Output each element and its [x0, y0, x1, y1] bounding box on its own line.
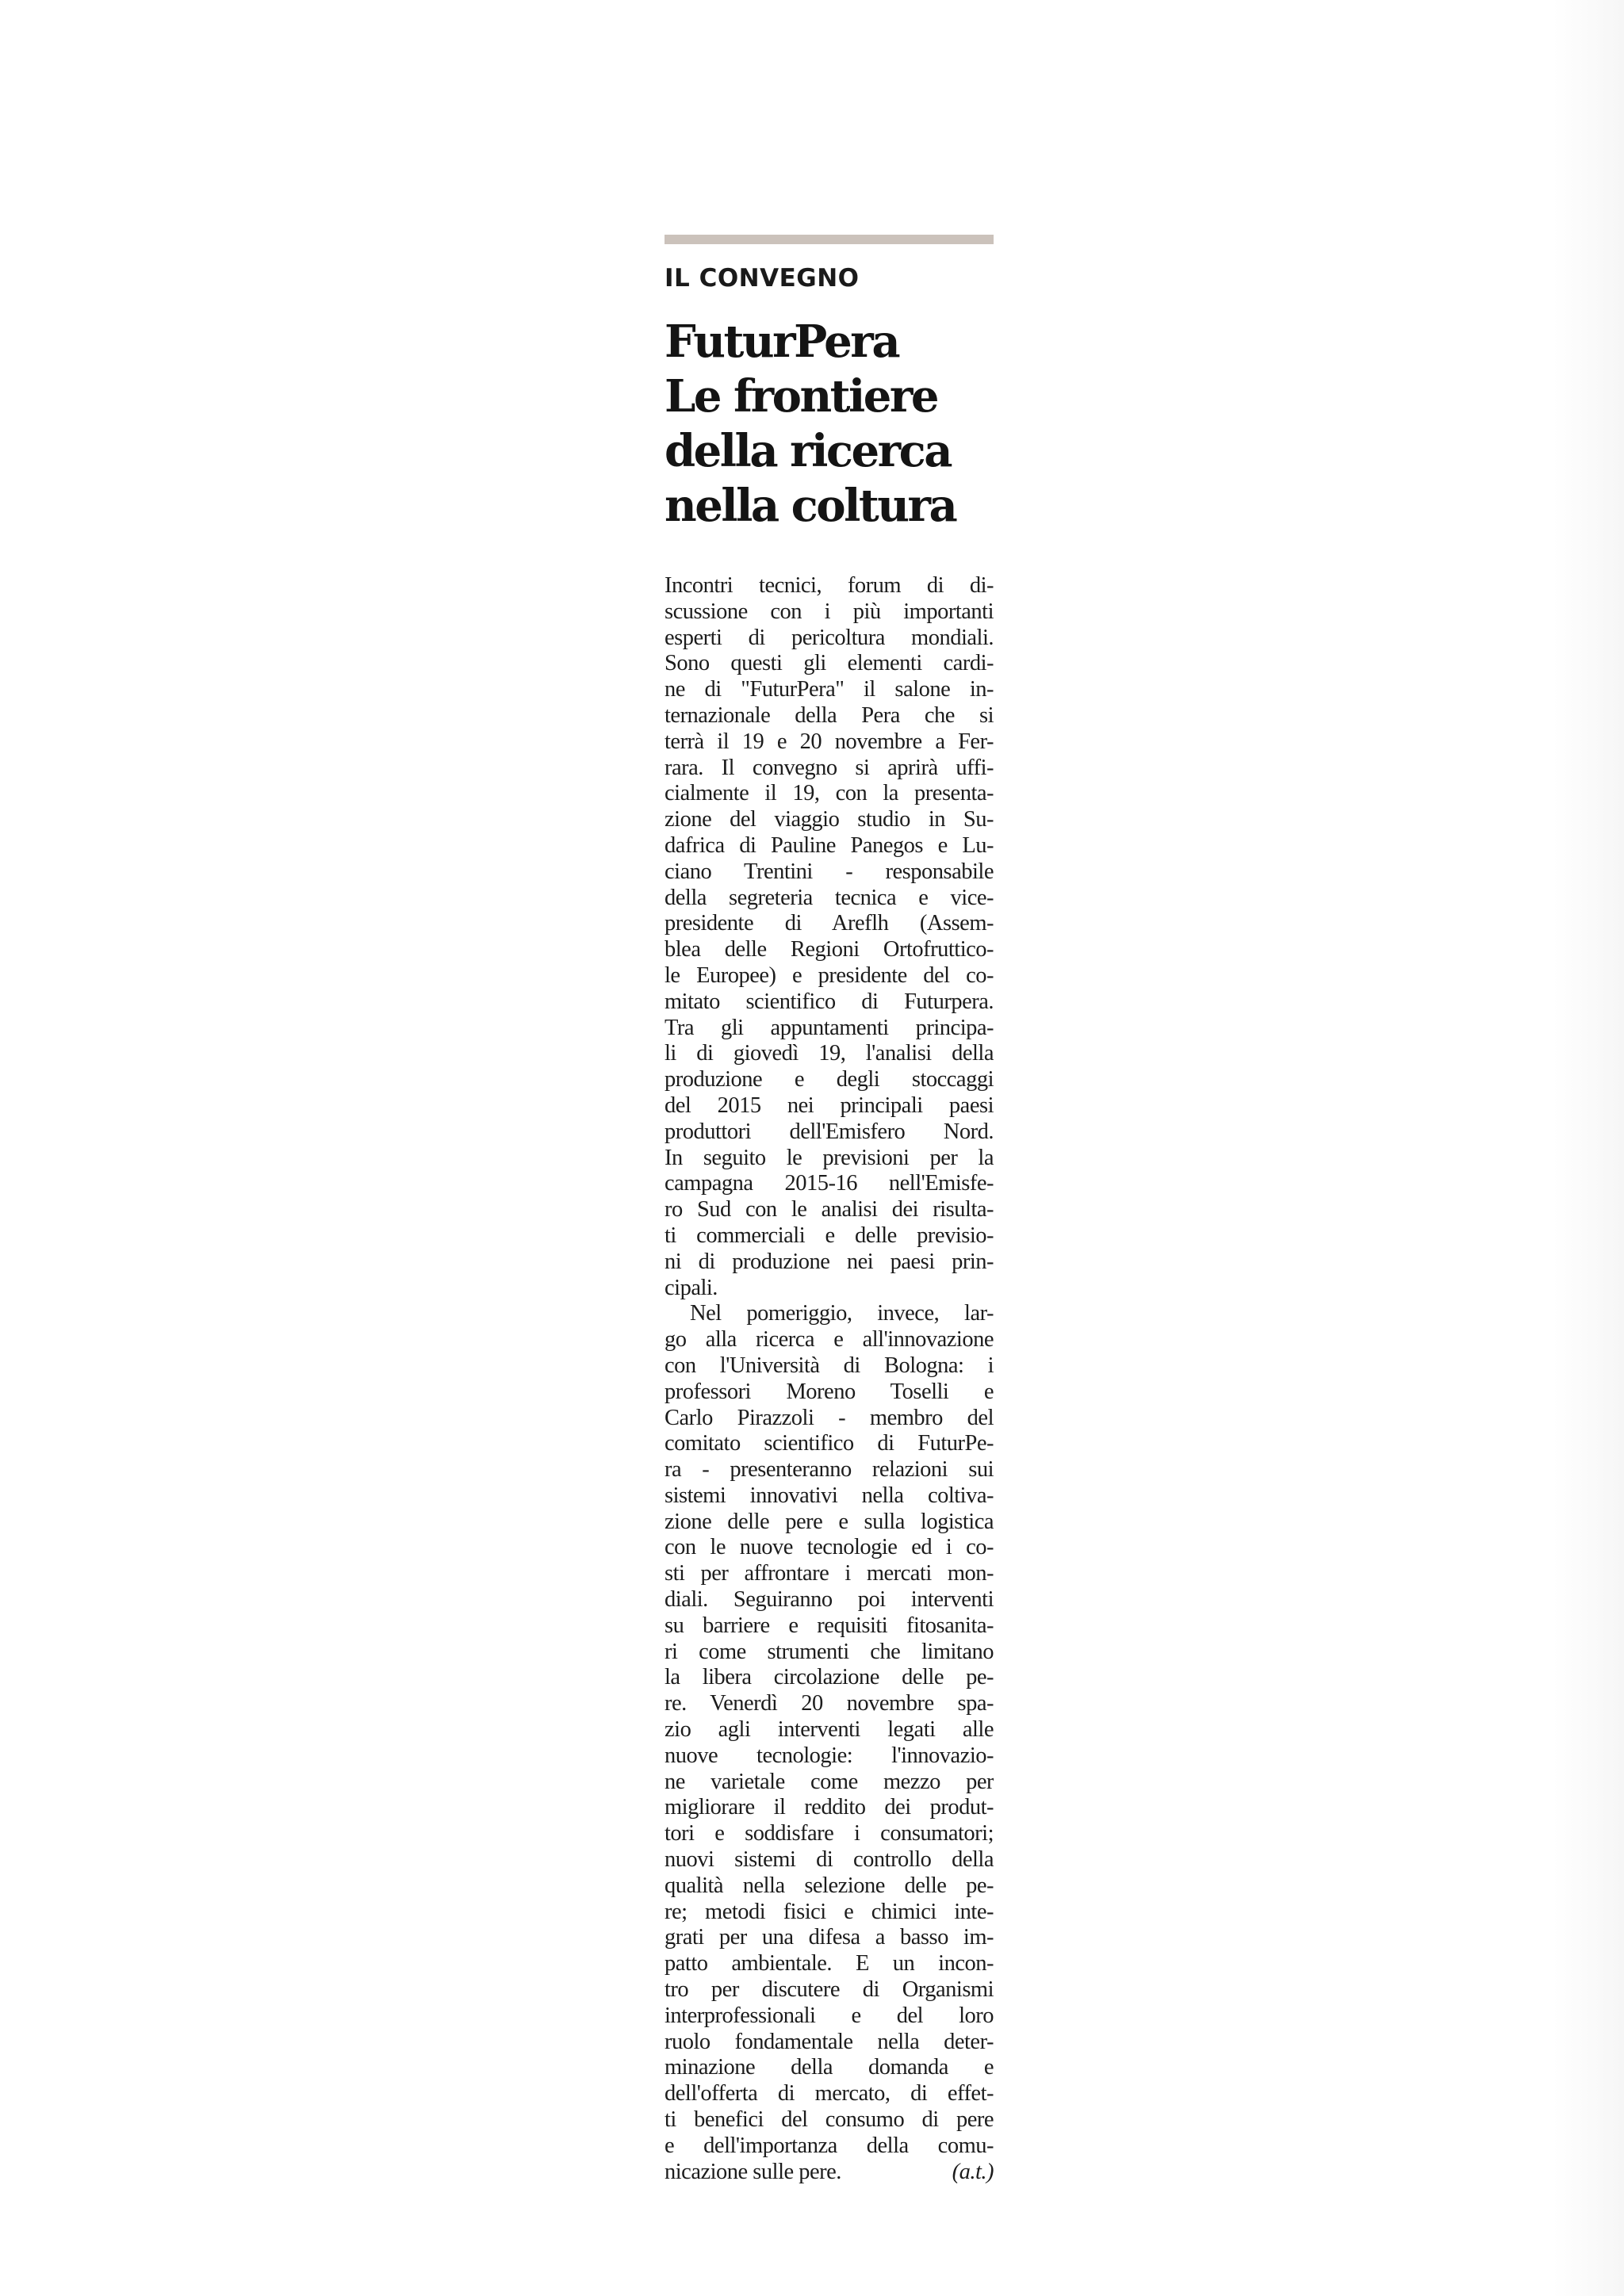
body-text-line: campagna 2015-16 nell'Emisfe-	[665, 1171, 994, 1196]
body-text-line: zione delle pere e sulla logistica	[665, 1509, 994, 1534]
paragraph-2	[665, 1301, 994, 2159]
body-text-line: le Europee) e presidente del co-	[665, 962, 994, 988]
body-text-line: tro per discutere di Organismi	[665, 1977, 994, 2003]
headline-line: della ricerca	[665, 425, 952, 477]
closing-text: nicazione sulle pere.	[665, 2159, 841, 2184]
body-text-line: tori e soddisfare i consumatori;	[665, 1821, 994, 1846]
body-text-line: go alla ricerca e all'innovazione	[665, 1327, 994, 1353]
body-text-line: rara. Il convegno si aprirà uffi-	[665, 755, 994, 780]
body-text-line: ti commerciali e delle previsio-	[665, 1223, 994, 1248]
body-text-line: grati per una difesa a basso im-	[665, 1925, 994, 1950]
body-text-line: scussione con i più importanti	[665, 599, 994, 624]
body-text-line: comitato scientifico di FuturPe-	[665, 1431, 994, 1456]
body-text-line: la libera circolazione delle pe-	[665, 1665, 994, 1690]
body-text-line: interprofessionali e del loro	[665, 2003, 994, 2028]
body-text-line: esperti di pericoltura mondiali.	[665, 625, 994, 650]
article-headline	[665, 315, 994, 534]
body-text-line: Carlo Pirazzoli - membro del	[665, 1405, 994, 1430]
body-text-line: patto ambientale. E un incon-	[665, 1951, 994, 1976]
body-text-line: zione del viaggio studio in Su-	[665, 807, 994, 832]
body-text-line: Incontri tecnici, forum di di-	[665, 573, 994, 598]
article	[665, 235, 994, 2185]
body-text-line: ni di produzione nei paesi prin-	[665, 1249, 994, 1274]
body-text-line: su barriere e requisiti fitosanita-	[665, 1613, 994, 1638]
body-text-line: ro Sud con le analisi dei risulta-	[665, 1197, 994, 1223]
body-text-line: qualità nella selezione delle pe-	[665, 1873, 994, 1898]
article-kicker: IL CONVEGNO	[665, 264, 860, 293]
body-text-line: li di giovedì 19, l'analisi della	[665, 1041, 994, 1066]
body-text-line: ne di "FuturPera" il salone in-	[665, 677, 994, 702]
body-text-line: Tra gli appuntamenti principa-	[665, 1015, 994, 1040]
body-text-line: terrà il 19 e 20 novembre a Fer-	[665, 729, 994, 754]
body-text-line: In seguito le previsioni per la	[665, 1145, 994, 1170]
body-text-line: cialmente il 19, con la presenta-	[665, 781, 994, 806]
paragraph-1	[665, 573, 994, 1301]
body-text-line: della segreteria tecnica e vice-	[665, 885, 994, 910]
body-text-line: dell'offerta di mercato, di effet-	[665, 2081, 994, 2107]
body-text-line: ternazionale della Pera che si	[665, 702, 994, 728]
article-body	[665, 573, 994, 2185]
body-text-line: mitato scientifico di Futurpera.	[665, 989, 994, 1014]
page-edge-shadow	[1553, 0, 1624, 2296]
body-text-line: zio agli interventi legati alle	[665, 1717, 994, 1743]
body-text-line: ri come strumenti che limitano	[665, 1639, 994, 1664]
body-text-line: migliorare il reddito dei produt-	[665, 1795, 994, 1820]
body-text-line: sistemi innovativi nella coltiva-	[665, 1483, 994, 1508]
body-text-line: diali. Seguiranno poi interventi	[665, 1587, 994, 1613]
body-text-line: ciano Trentini - responsabile	[665, 859, 994, 884]
headline-line: Le frontiere	[665, 370, 938, 423]
body-text-line: nuovi sistemi di controllo della	[665, 1847, 994, 1873]
body-text-line: cipali.	[665, 1275, 718, 1300]
body-text-line: produttori dell'Emisfero Nord.	[665, 1119, 994, 1144]
body-text-line: produzione e degli stoccaggi	[665, 1067, 994, 1093]
body-text-line: blea delle Regioni Ortofruttico-	[665, 937, 994, 962]
closing-line	[665, 2160, 994, 2186]
body-text-line: e dell'importanza della comu-	[665, 2133, 994, 2158]
author-signature: (a.t.)	[952, 2159, 994, 2184]
body-text-line: nuove tecnologie: l'innovazio-	[665, 1743, 994, 1768]
body-text-line: con le nuove tecnologie ed i co-	[665, 1535, 994, 1560]
body-text-line: con l'Università di Bologna: i	[665, 1353, 994, 1378]
body-text-line: ruolo fondamentale nella deter-	[665, 2029, 994, 2054]
body-text-line: dafrica di Pauline Panegos e Lu-	[665, 832, 994, 858]
headline-line: FuturPera	[665, 316, 899, 368]
body-text-line: Sono questi gli elementi cardi-	[665, 651, 994, 676]
section-rule	[665, 235, 994, 244]
body-text-line: professori Moreno Toselli e	[665, 1379, 994, 1404]
body-text-line: re; metodi fisici e chimici inte-	[665, 1899, 994, 1924]
headline-line: nella coltura	[665, 480, 956, 532]
body-text-line: presidente di Areflh (Assem-	[665, 911, 994, 936]
body-text-line: re. Venerdì 20 novembre spa-	[665, 1691, 994, 1716]
body-text-line: minazione della domanda e	[665, 2055, 994, 2080]
body-text-line: ne varietale come mezzo per	[665, 1769, 994, 1794]
body-text-line: Nel pomeriggio, invece, lar-	[690, 1301, 994, 1326]
body-text-line: sti per affrontare i mercati mon-	[665, 1561, 994, 1586]
body-text-line: ra - presenteranno relazioni sui	[665, 1457, 994, 1483]
body-text-line: del 2015 nei principali paesi	[665, 1093, 994, 1118]
body-text-line: ti benefici del consumo di pere	[665, 2107, 994, 2133]
